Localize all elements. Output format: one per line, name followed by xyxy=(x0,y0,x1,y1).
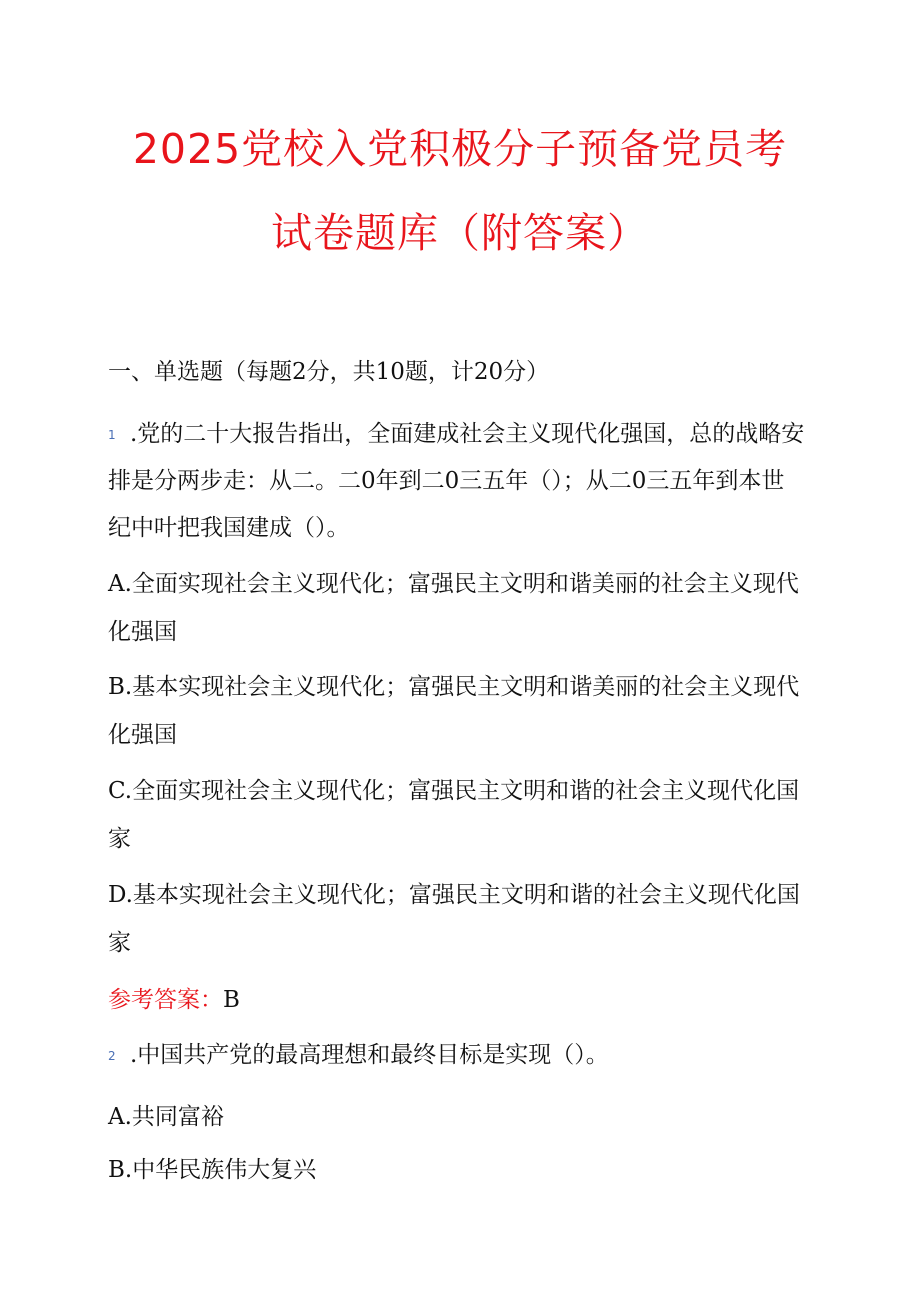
document-title-line-1: 2025党校入党积极分子预备党员考 xyxy=(132,125,788,173)
question-2-number: 2 xyxy=(108,1049,116,1063)
document-title-line-2: 试卷题库（附答案） xyxy=(271,209,649,257)
question-1-stem-text-1: .党的二十大报告指出，全面建成社会主义现代化强国，总的战略安 xyxy=(130,421,805,447)
question-1-option-d-line-2: 家 xyxy=(108,930,131,956)
question-2-option-a: A.共同富裕 xyxy=(108,1104,224,1130)
question-1-stem-line-2: 排是分两步走：从二。二0年到二0三五年（）；从二0三五年到本世 xyxy=(108,468,785,494)
question-1-option-b-line-2: 化强国 xyxy=(108,722,177,748)
question-1-number: 1 xyxy=(108,428,116,442)
section-heading: 一、单选题（每题2分，共10题，计20分） xyxy=(108,359,550,385)
question-2-option-b: B.中华民族伟大复兴 xyxy=(108,1157,317,1183)
question-2-stem-text-1: .中国共产党的最高理想和最终目标是实现（）。 xyxy=(130,1042,609,1068)
question-1-option-c-line-2: 家 xyxy=(108,826,131,852)
answer-label: 参考答案： xyxy=(108,987,223,1013)
question-1-stem-line-3: 纪中叶把我国建成（）。 xyxy=(108,515,350,541)
question-1-option-a-line-1: A.全面实现社会主义现代化；富强民主文明和谐美丽的社会主义现代 xyxy=(108,571,799,597)
question-1-option-c-line-1: C.全面实现社会主义现代化；富强民主文明和谐的社会主义现代化国 xyxy=(108,778,800,804)
question-1-option-b-line-1: B.基本实现社会主义现代化；富强民主文明和谐美丽的社会主义现代 xyxy=(108,674,800,700)
answer-value: B xyxy=(223,987,240,1013)
question-1-option-d-line-1: D.基本实现社会主义现代化；富强民主文明和谐的社会主义现代化国 xyxy=(108,882,800,908)
question-2-stem-line-1 xyxy=(108,1039,609,1072)
question-1-option-a-line-2: 化强国 xyxy=(108,619,177,645)
question-1-stem-line-1 xyxy=(108,418,804,451)
question-1-answer xyxy=(108,984,240,1016)
